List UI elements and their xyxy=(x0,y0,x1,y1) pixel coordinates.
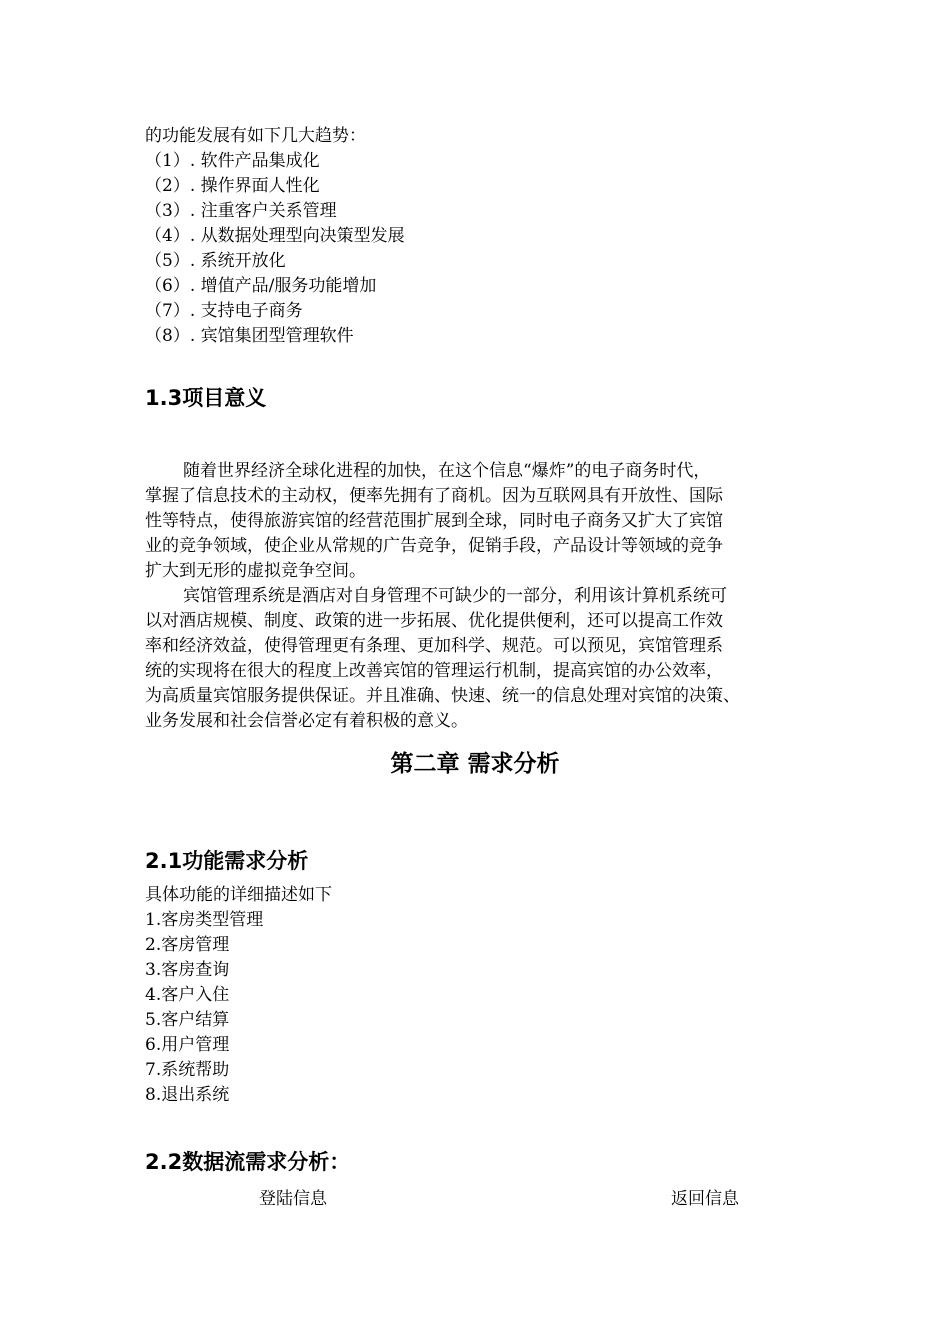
paragraph-line: 统的实现将在很大的程度上改善宾馆的管理运行机制，提高宾馆的办公效率， xyxy=(145,661,723,681)
function-item: 3.客房查询 xyxy=(145,960,230,980)
trend-item: （5）. 系统开放化 xyxy=(145,251,286,271)
flow-label-login-info: 登陆信息 xyxy=(259,1189,327,1209)
paragraph-line: 以对酒店规模、制度、政策的进一步拓展、优化提供便利，还可以提高工作效 xyxy=(145,611,723,631)
function-item: 2.客房管理 xyxy=(145,935,230,955)
function-item: 6.用户管理 xyxy=(145,1035,230,1055)
function-item: 1.客房类型管理 xyxy=(145,910,264,930)
chapter-title: 第二章 需求分析 xyxy=(390,751,560,777)
paragraph-line: 随着世界经济全球化进程的加快，在这个信息“爆炸”的电子商务时代， xyxy=(183,461,711,481)
trend-item: （2）. 操作界面人性化 xyxy=(145,176,320,196)
flow-label-return-info: 返回信息 xyxy=(671,1189,739,1209)
trend-intro: 的功能发展有如下几大趋势： xyxy=(145,126,366,146)
function-item: 4.客户入住 xyxy=(145,985,230,1005)
paragraph-line: 业的竞争领域，使企业从常规的广告竞争，促销手段，产品设计等领域的竞争 xyxy=(145,536,723,556)
trend-item: （6）. 增值产品/服务功能增加 xyxy=(145,276,377,296)
trend-item: （1）. 软件产品集成化 xyxy=(145,151,320,171)
trend-item: （4）. 从数据处理型向决策型发展 xyxy=(145,226,405,246)
function-item: 5.客户结算 xyxy=(145,1010,230,1030)
trend-item: （7）. 支持电子商务 xyxy=(145,301,303,321)
paragraph-line: 宾馆管理系统是酒店对自身管理不可缺少的一部分，利用该计算机系统可 xyxy=(183,586,727,606)
section-heading-2-1: 2.1功能需求分析 xyxy=(145,849,309,873)
section-heading-2-2: 2.2数据流需求分析： xyxy=(145,1150,351,1174)
function-item: 8.退出系统 xyxy=(145,1085,230,1105)
section-heading-1-3: 1.3项目意义 xyxy=(145,386,267,410)
paragraph-line: 性等特点，使得旅游宾馆的经营范围扩展到全球，同时电子商务又扩大了宾馆 xyxy=(145,511,723,531)
function-item: 7.系统帮助 xyxy=(145,1060,230,1080)
paragraph-line: 为高质量宾馆服务提供保证。并且准确、快速、统一的信息处理对宾馆的决策、 xyxy=(145,686,740,706)
paragraph-line: 扩大到无形的虚拟竞争空间。 xyxy=(145,561,366,581)
paragraph-line: 率和经济效益，使得管理更有条理、更加科学、规范。可以预见，宾馆管理系 xyxy=(145,636,723,656)
function-intro: 具体功能的详细描述如下 xyxy=(145,885,332,905)
trend-item: （8）. 宾馆集团型管理软件 xyxy=(145,326,354,346)
trend-item: （3）. 注重客户关系管理 xyxy=(145,201,337,221)
paragraph-line: 掌握了信息技术的主动权，便率先拥有了商机。因为互联网具有开放性、国际 xyxy=(145,486,723,506)
paragraph-line: 业务发展和社会信誉必定有着积极的意义。 xyxy=(145,711,468,731)
